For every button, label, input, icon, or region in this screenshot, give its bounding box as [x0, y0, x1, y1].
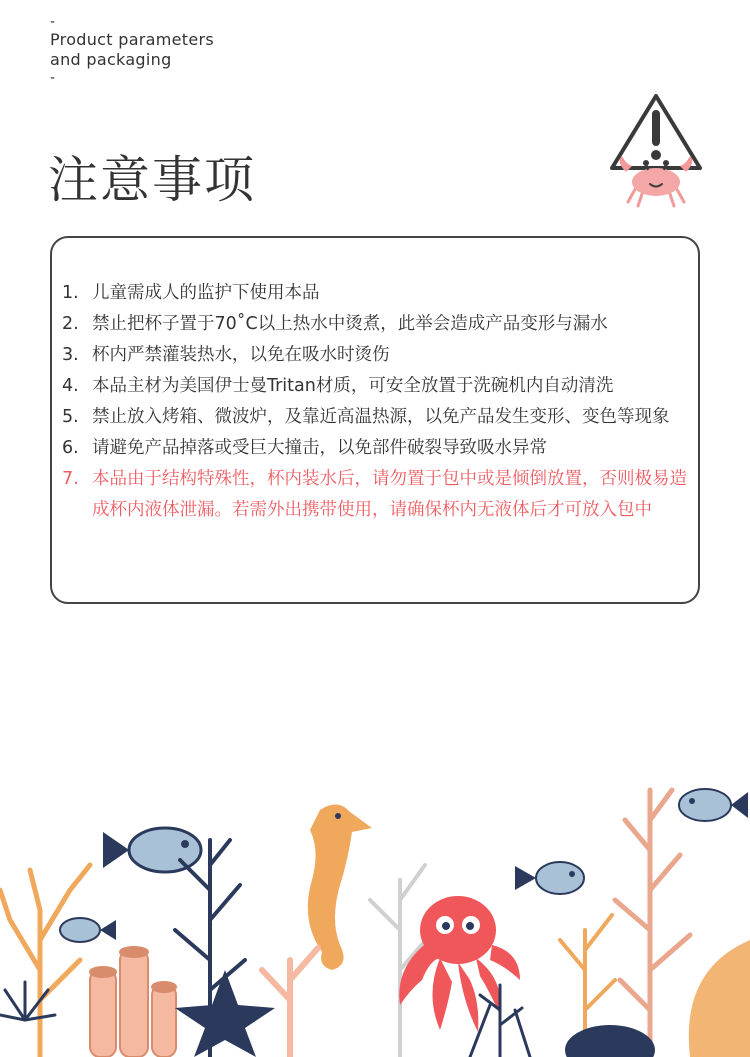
- navy-anemone-left: [0, 982, 55, 1020]
- list-item-text: 本品主材为美国伊士曼Tritan材质，可安全放置于洗碗机内自动清洗: [92, 376, 614, 396]
- header-subtitle-line1: Product parameters: [50, 30, 215, 49]
- list-item: [62, 340, 692, 371]
- sea-illustration: [0, 770, 750, 1057]
- header-dash-top: -: [50, 14, 56, 30]
- fish-icon-right: [679, 789, 748, 821]
- fan-coral: [689, 940, 750, 1057]
- starfish-icon: [175, 970, 275, 1057]
- list-item-text: 杯内严禁灌装热水，以免在吸水时烫伤: [92, 345, 390, 365]
- warning-illustration: [608, 92, 704, 214]
- tube-coral: [90, 947, 176, 1057]
- peach-coral-center: [262, 948, 318, 1057]
- orange-coral-left: [0, 865, 90, 1057]
- notes-box: [50, 236, 700, 604]
- list-item-number: 6.: [62, 438, 79, 458]
- list-item-text: 本品由于结构特殊性，杯内装水后，请勿置于包中或是倾倒放置，否则极易造成杯内液体泄漏。若需外出携带使用，请确保杯内无液体后才可放入包中: [92, 469, 687, 520]
- header-label: [50, 14, 310, 86]
- list-item-number: 1.: [62, 283, 79, 303]
- list-item-number: 2.: [62, 314, 79, 334]
- list-item: [62, 433, 692, 464]
- header-dash-bottom: -: [50, 70, 56, 86]
- octopus-icon: [399, 896, 520, 1032]
- list-item-number: 3.: [62, 345, 79, 365]
- list-item-text: 禁止放入烤箱、微波炉，及靠近高温热源，以免产品发生变形、变色等现象: [92, 407, 670, 427]
- list-item-highlighted: [62, 464, 692, 526]
- list-item-text: 禁止把杯子置于70˚C以上热水中烫煮，此举会造成产品变形与漏水: [92, 314, 608, 334]
- list-item-number: 7.: [62, 469, 79, 489]
- sea-urchin: [565, 1025, 655, 1057]
- list-item-number: 5.: [62, 407, 79, 427]
- header-subtitle-line2: and packaging: [50, 50, 172, 69]
- list-item: [62, 309, 692, 340]
- list-item-number: 4.: [62, 376, 79, 396]
- peach-coral-right: [615, 790, 690, 1057]
- notes-list: [62, 278, 692, 526]
- list-item: [62, 402, 692, 433]
- fish-icon-small-left: [60, 918, 116, 942]
- list-item-text: 儿童需成人的监护下使用本品: [92, 283, 320, 303]
- warning-triangle-icon: [612, 96, 700, 168]
- list-item: [62, 278, 692, 309]
- page-title: 注意事项: [48, 151, 256, 209]
- list-item: [62, 371, 692, 402]
- fish-icon-center: [515, 862, 584, 894]
- list-item-text: 请避免产品掉落或受巨大撞击，以免部件破裂导致吸水异常: [92, 438, 547, 458]
- navy-fern: [470, 985, 530, 1057]
